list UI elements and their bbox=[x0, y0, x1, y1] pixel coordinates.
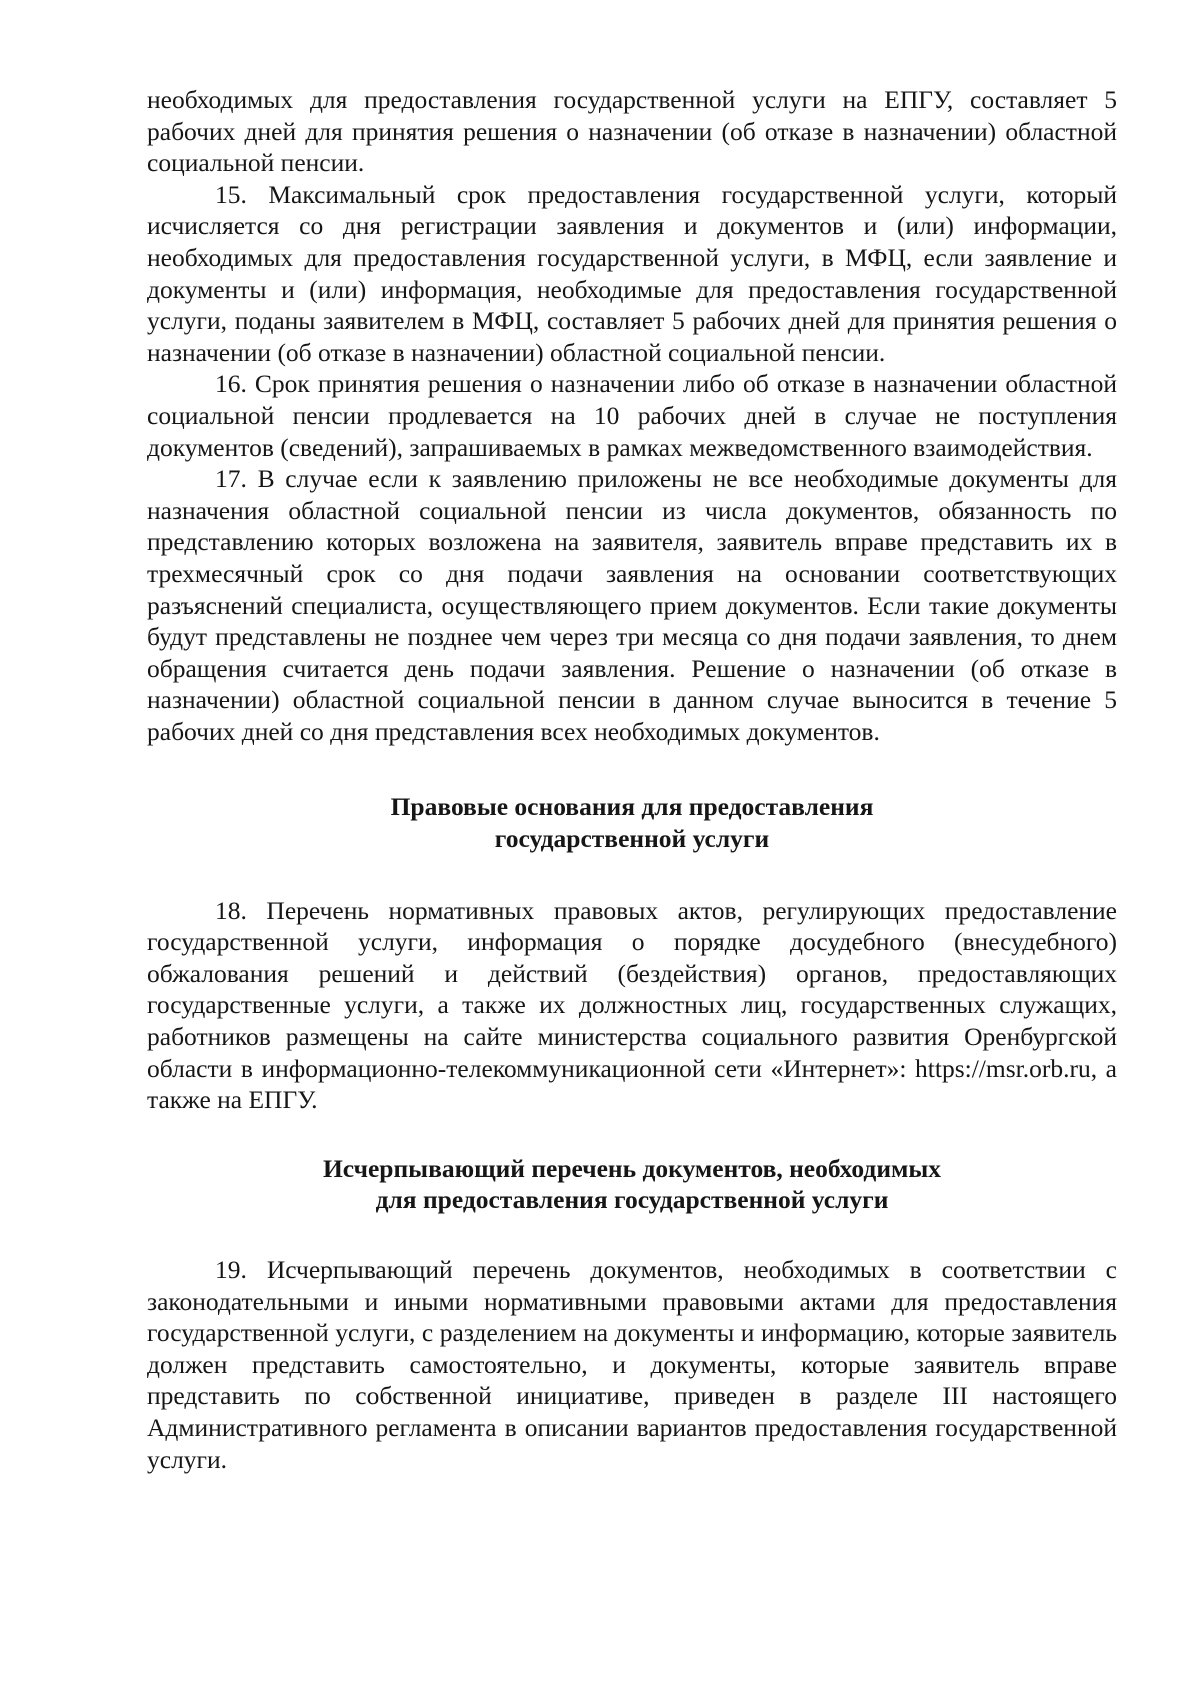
spacer bbox=[147, 747, 1117, 791]
paragraph-15: 15. Максимальный срок предоставления государственной услуги, который исчисляется со дня регистрации заявления и документов и (или) информации, необходимых для предоставления государственной услуги, в МФЦ, если заявление и документы и (или) информация, необходимые для предоставления государственной услуги, поданы заявителем в МФЦ, составляет 5 рабочих дней для принятия решения о назначении (об отказе в назначении) областной социальной пенсии. bbox=[147, 179, 1117, 367]
spacer bbox=[147, 1216, 1117, 1254]
intro-paragraph: необходимых для предоставления государственной услуги на ЕПГУ, составляет 5 рабочих дней для принятия решения о назначении (об отказе в назначении) областной социальной пенсии. bbox=[147, 85, 1117, 178]
heading-line: Исчерпывающий перечень документов, необходимых bbox=[322, 1153, 942, 1183]
spacer bbox=[147, 855, 1117, 895]
paragraph-18: 18. Перечень нормативных правовых актов, регулирующих предоставление государственной услуги, информация о порядке досудебного (внесудебного) обжалования решений и действий (бездействия) органов, предоставляющих государственные услуги, а также их должностных лиц, государственных служащих, работников размещены на сайте министерства социального развития Оренбургской области в информационно-телекоммуникационной сети «Интернет»: https://msr.orb.ru, а также на ЕПГУ. bbox=[147, 895, 1117, 1115]
paragraph-17: 17. В случае если к заявлению приложены не все необходимые документы для назначения областной социальной пенсии из числа документов, обязанность по представлению которых возложена на заявителя, заявитель вправе представить их в трехмесячный срок со дня подачи заявления на основании соответствующих разъяснений специалиста, осуществляющего прием документов. Если такие документы будут представлены не позднее чем через три месяца со дня подачи заявления, то днем обращения считается день подачи заявления. Решение о назначении (об отказе в назначении) областной социальной пенсии в данном случае выносится в течение 5 рабочих дней со дня представления всех необходимых документов. bbox=[147, 464, 1117, 746]
heading-line: Правовые основания для предоставления bbox=[390, 792, 874, 822]
document-body bbox=[147, 84, 1117, 1475]
heading-line: для предоставления государственной услуги bbox=[375, 1185, 889, 1215]
paragraph-19: 19. Исчерпывающий перечень документов, необходимых в соответствии с законодательными и иными нормативными правовыми актами для предоставления государственной услуги, с разделением на документы и информацию, которые заявитель должен представить самостоятельно, и документы, которые заявитель вправе представить по собственной инициативе, приведен в разделе III настоящего Административного регламента в описании вариантов предоставления государственной услуги. bbox=[147, 1255, 1117, 1474]
spacer bbox=[147, 1116, 1117, 1153]
heading-line: государственной услуги bbox=[494, 824, 770, 854]
paragraph-16: 16. Срок принятия решения о назначении либо об отказе в назначении областной социальной пенсии продлевается на 10 рабочих дней в случае не поступления документов (сведений), запрашиваемых в рамках межведомственного взаимодействия. bbox=[147, 369, 1117, 462]
section-heading-documents-list bbox=[147, 1153, 1117, 1216]
section-heading-legal-grounds bbox=[147, 791, 1117, 854]
